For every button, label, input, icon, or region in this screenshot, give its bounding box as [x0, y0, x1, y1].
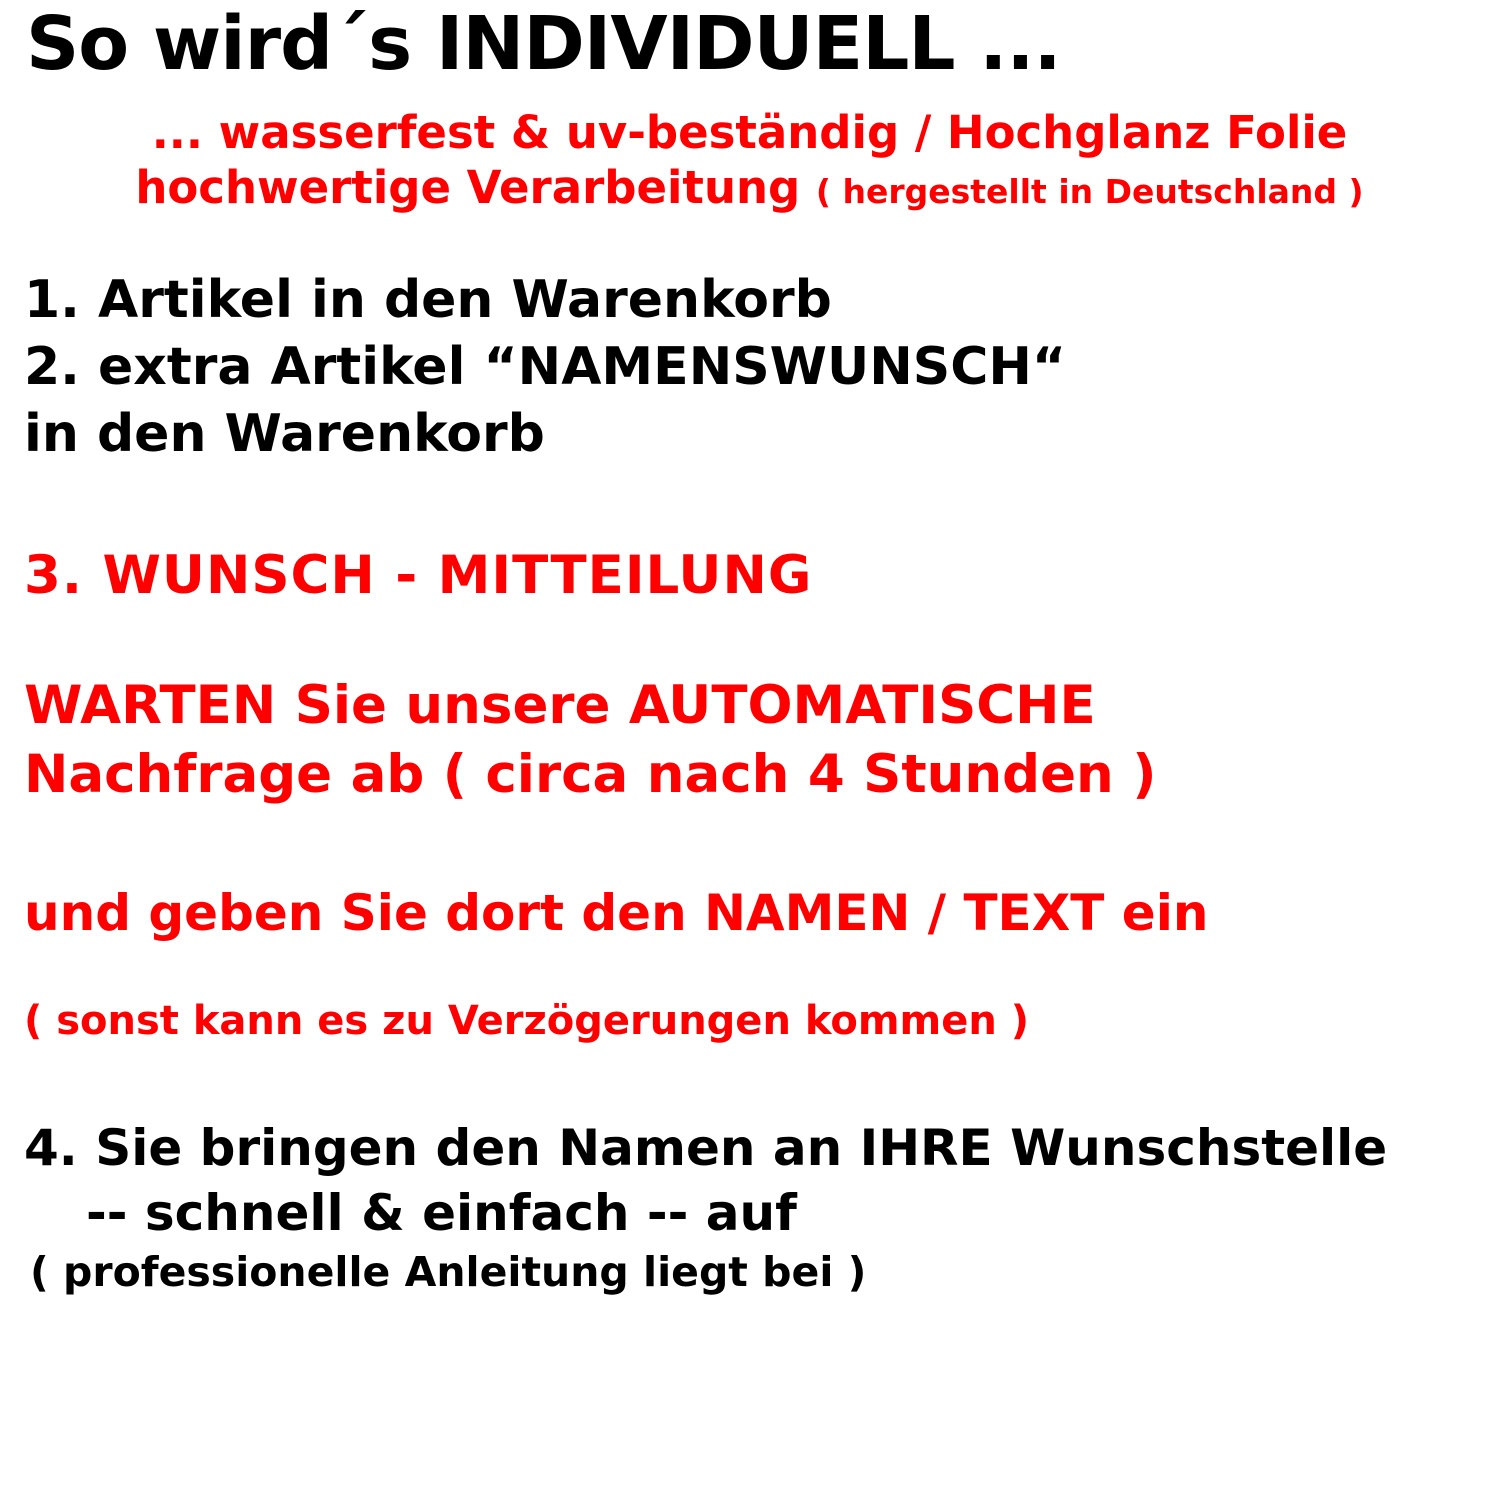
step-2-line-2: in den Warenkorb: [24, 403, 545, 464]
waiting-block: [24, 672, 1481, 810]
instruction-page: [0, 1, 1499, 1506]
subtitle-line-2-note: ( hergestellt in Deutschland ): [815, 171, 1364, 211]
enter-name-text: und geben Sie dort den NAMEN / TEXT ein: [24, 883, 1209, 942]
step-3: 3. WUNSCH - MITTEILUNG: [24, 545, 813, 607]
page-title: So wird´s INDIVIDUELL ...: [26, 1, 1061, 87]
subtitle-line-2-main: hochwertige Verarbeitung: [135, 160, 801, 214]
step-4-line-2: -- schnell & einfach -- auf: [86, 1183, 797, 1242]
step-1: 1. Artikel in den Warenkorb: [24, 270, 832, 331]
subtitle-block: [18, 106, 1481, 216]
step-2-line-1: 2. extra Artikel “NAMENSWUNSCH“: [24, 337, 1067, 398]
delay-warning: ( sonst kann es zu Verzögerungen kommen ): [24, 997, 1030, 1044]
subtitle-line-2: [18, 161, 1481, 216]
steps-black-block: [24, 267, 1481, 467]
step-4-block: [24, 1116, 1481, 1299]
waiting-line-2: Nachfrage ab ( circa nach 4 Stunden ): [24, 744, 1157, 805]
step-4-note: ( professionelle Anleitung liegt bei ): [30, 1247, 867, 1296]
step-4-line-1: 4. Sie bringen den Namen an IHRE Wunschstelle: [24, 1118, 1388, 1177]
subtitle-line-1: ... wasserfest & uv-beständig / Hochglanz Folie: [151, 105, 1348, 159]
waiting-line-1: WARTEN Sie unsere AUTOMATISCHE: [24, 675, 1096, 737]
